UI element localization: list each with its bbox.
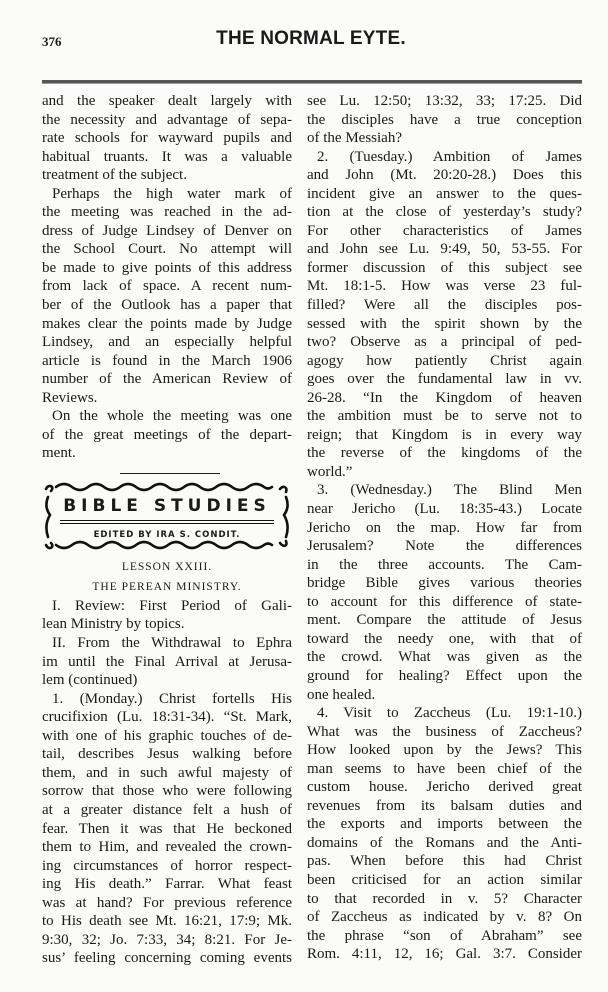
- text-line: the disciples have a true conception: [307, 111, 582, 128]
- text-line: of the great meetings of the depart-: [42, 426, 292, 443]
- text-line: them, and in such awful majesty of: [42, 764, 292, 781]
- text-line: What was the business of Zaccheus?: [307, 723, 582, 740]
- text-line: sus’ feeling concerning coming events: [42, 950, 292, 967]
- text-line: the ambition must be to serve not to: [307, 408, 582, 425]
- page-header: [40, 28, 582, 52]
- paragraph: [307, 148, 582, 482]
- paragraph: [307, 92, 582, 148]
- text-line: Perhaps the high water mark of: [52, 185, 292, 202]
- text-line: of Zaccheus as indicated by v. 8? On: [307, 909, 582, 926]
- paragraph: [42, 690, 292, 968]
- page-number: 376: [42, 34, 62, 49]
- text-line: I. Review: First Period of Gali-: [52, 597, 292, 614]
- text-line: domains of the Romans and the Anti-: [307, 834, 582, 851]
- text-line: ment.: [42, 445, 76, 462]
- left-column: [42, 92, 292, 968]
- paragraph: [307, 481, 582, 704]
- text-line: in the three accounts. The Cam-: [307, 556, 582, 573]
- text-line: article is found in the March 1906: [42, 352, 292, 369]
- text-line: near Jericho (Lu. 18:35-43.) Locate: [307, 501, 582, 518]
- text-line: the crowd. What was given as the: [307, 649, 582, 666]
- paragraph: [42, 407, 292, 463]
- text-line: ber of the Outlook has a paper that: [42, 297, 292, 314]
- text-line: tion at the close of yesterday’s study?: [307, 204, 582, 221]
- text-line: reign; that Kingdom is in every way: [307, 426, 582, 443]
- text-line: revenues from its balsam duties and: [307, 797, 582, 814]
- text-line: treatment of the subject.: [42, 167, 187, 184]
- text-line: the necessity and advantage of sepa-: [42, 111, 292, 128]
- text-line: crucifixion (Lu. 18:31-34). “St. Mark,: [42, 709, 292, 726]
- lesson-subtitle: THE PEREAN MINISTRY.: [92, 580, 242, 593]
- text-line: On the whole the meeting was one: [52, 408, 292, 425]
- text-line: ment. Compare the attitude of Jesus: [307, 612, 582, 629]
- text-line: of the Messiah?: [307, 130, 402, 147]
- text-line: and John see Lu. 9:49, 50, 53-55. For: [307, 241, 582, 258]
- text-line: filled? Were all the disciples pos-: [307, 297, 582, 314]
- text-line: incident give an answer to the ques-: [307, 185, 582, 202]
- text-line: at a greater distance felt a hush of: [42, 801, 292, 818]
- text-line: rate schools for wayward pupils and: [42, 130, 292, 147]
- text-line: dress of Judge Lindsey of Denver on: [42, 222, 292, 239]
- text-line: to account for this difference of state-: [307, 593, 582, 610]
- paragraph: [42, 634, 292, 690]
- text-line: Rom. 4:11, 12, 16; Gal. 3:7. Consider: [307, 946, 582, 963]
- text-line: How looked upon by the Jews? This: [307, 742, 582, 759]
- text-line: Jerusalem? Note the differences: [307, 538, 582, 555]
- text-line: sessed with the spirit shown by the: [307, 315, 582, 332]
- text-line: former discussion of this subject see: [307, 259, 582, 276]
- text-line: bridge Bible gives various theories: [307, 575, 582, 592]
- text-line: to that recorded in v. 5? Character: [307, 890, 582, 907]
- text-line: lean Ministry by topics.: [42, 616, 185, 633]
- bible-studies-heading-box: [42, 481, 292, 551]
- text-line: 1. (Monday.) Christ fortells His: [52, 690, 292, 707]
- text-line: from lack of space. A recent num-: [42, 278, 292, 295]
- text-line: with one of his graphic touches of de-: [42, 727, 292, 744]
- double-rule: [60, 520, 274, 524]
- text-line: the meeting was reached in the ad-: [42, 204, 292, 221]
- text-line: to His death see Mt. 16:21, 17:9; Mk.: [42, 913, 292, 930]
- section-title: BIBLE STUDIES: [63, 495, 271, 516]
- text-line: one healed.: [307, 686, 376, 703]
- text-line: im until the Final Arrival at Jerusa-: [42, 653, 292, 670]
- text-line: the School Court. No attempt will: [42, 241, 292, 258]
- text-line: was at hand? For previous reference: [42, 894, 292, 911]
- header-rule: [42, 80, 582, 84]
- text-line: Jericho on the map. How far from: [307, 519, 582, 536]
- paragraph: [42, 597, 292, 634]
- text-line: see Lu. 12:50; 13:32, 33; 17:25. Did: [307, 93, 582, 109]
- text-line: world.”: [307, 463, 353, 480]
- text-line: them to Him, and revealed the crown-: [42, 839, 292, 856]
- text-line: toward the needy one, with that of: [307, 630, 582, 647]
- section-editor: EDITED BY IRA S. CONDIT.: [93, 529, 241, 540]
- text-line: goes over the fundamental law in vv.: [307, 371, 582, 388]
- text-line: sorrow that those who were following: [42, 783, 292, 800]
- text-line: number of the American Review of: [42, 371, 292, 388]
- text-line: For other characteristics of James: [307, 222, 582, 239]
- right-column: [307, 92, 582, 964]
- paragraph: [307, 704, 582, 964]
- text-line: be made to give points of this address: [42, 259, 292, 276]
- text-line: tail, describes Jesus walking before: [42, 746, 292, 763]
- text-line: ing circumstances of horror respect-: [42, 857, 292, 874]
- text-line: 9:30, 32; Jo. 7:33, 34; 8:21. For Je-: [42, 931, 292, 948]
- paragraph: [42, 92, 292, 185]
- text-line: been criticised for an action similar: [307, 871, 582, 888]
- text-line: 26-28. “In the Kingdom of heaven: [307, 389, 582, 406]
- text-line: custom house. Jericho derived great: [307, 779, 582, 796]
- divider: [120, 473, 220, 474]
- text-line: two? Observe as a principal of ped-: [307, 334, 582, 351]
- text-line: Reviews.: [42, 389, 98, 406]
- text-line: habitual truants. It was a valuable: [42, 148, 292, 165]
- text-line: the phrase “son of Abraham” see: [307, 927, 582, 944]
- text-line: Lindsey, and an especially helpful: [42, 334, 292, 351]
- text-line: 4. Visit to Zaccheus (Lu. 19:1-10.): [317, 705, 582, 722]
- text-line: fear. Then it was that He beckoned: [42, 820, 292, 837]
- text-line: the reverse of the kingdoms of the: [307, 445, 582, 462]
- text-line: the exports and imports between the: [307, 816, 582, 833]
- paragraph: [42, 185, 292, 408]
- running-title: THE NORMAL EYTE.: [216, 28, 406, 49]
- text-line: pas. When before this had Christ: [307, 853, 582, 870]
- text-line: lem (continued): [42, 672, 138, 689]
- text-line: 2. (Tuesday.) Ambition of James: [317, 148, 582, 165]
- text-line: ground for healing? Effect upon the: [307, 667, 582, 684]
- text-line: ing His death.” Farrar. What feast: [42, 876, 292, 893]
- text-line: man seems to have been chief of the: [307, 760, 582, 777]
- text-line: and the speaker dealt largely with: [42, 93, 292, 109]
- text-line: makes clear the points made by Judge: [42, 315, 292, 332]
- lesson-number: LESSON XXIII.: [121, 560, 213, 573]
- text-line: Mt. 18:1-5. How was verse 23 ful-: [307, 278, 582, 295]
- text-line: II. From the Withdrawal to Ephra: [52, 635, 292, 652]
- text-line: agogy how patiently Christ again: [307, 352, 582, 369]
- text-line: 3. (Wednesday.) The Blind Men: [317, 482, 582, 499]
- text-line: and John (Mt. 20:20-28.) Does this: [307, 167, 582, 184]
